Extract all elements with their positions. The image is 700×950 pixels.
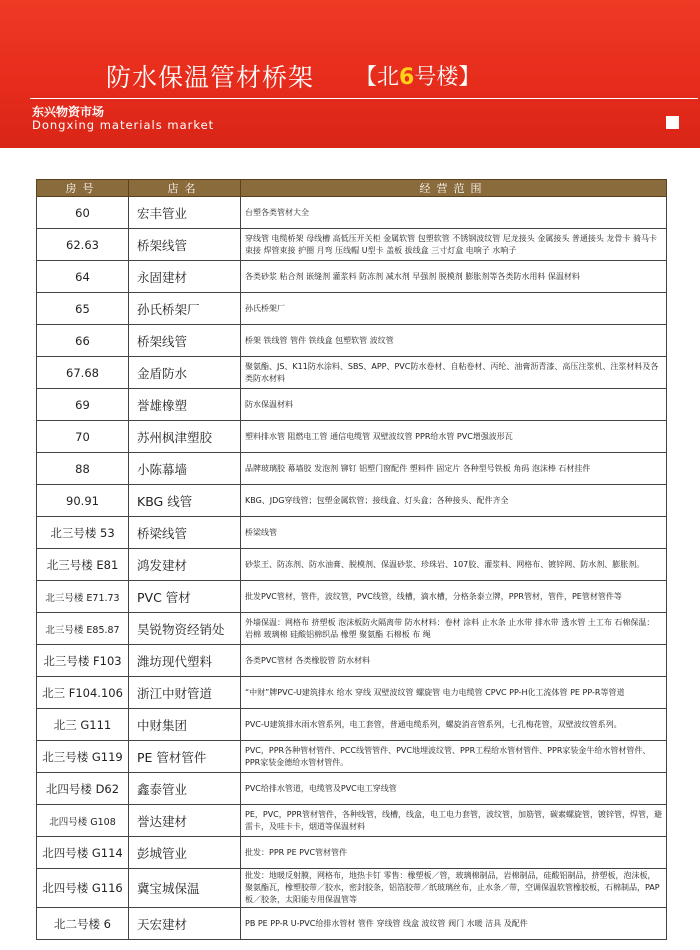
table-row — [37, 293, 667, 325]
business-scope: 塑料排水管 阻燃电工管 通信电缆管 双壁波纹管 PPR给水管 PVC增强波形瓦 — [241, 421, 667, 453]
room-number: 北三号楼 E81 — [37, 549, 129, 581]
room-number: 60 — [37, 197, 129, 229]
room-number: 北四号楼 G114 — [37, 837, 129, 869]
room-number: 北四号楼 G116 — [37, 869, 129, 908]
room-number: 70 — [37, 421, 129, 453]
shop-name: 小陈幕墙 — [129, 453, 241, 485]
table-row — [37, 357, 667, 389]
header-banner — [0, 0, 700, 148]
business-scope: PVC给排水管道，电缆管及PVC电工穿线管 — [241, 773, 667, 805]
table-row — [37, 453, 667, 485]
business-scope: PVC-U建筑排水雨水管系列，电工套管，普通电缆系列，螺旋消音管系列，七孔梅花管，双壁波纹管系列。 — [241, 709, 667, 741]
table-row — [37, 613, 667, 645]
column-room: 房号 — [37, 180, 129, 197]
table-row — [37, 517, 667, 549]
shop-name: 宏丰管业 — [129, 197, 241, 229]
shop-name: 桥梁线管 — [129, 517, 241, 549]
business-scope: 品牌玻璃胶 幕墙胶 发泡剂 铆钉 铝塑门窗配件 塑料件 固定片 各种型号铁板 角码 泡沫棒 石材挂件 — [241, 453, 667, 485]
shop-name: 昊锐物资经销处 — [129, 613, 241, 645]
table-row — [37, 805, 667, 837]
business-scope: “中财”牌PVC-U建筑排水 给水 穿线 双壁波纹管 螺旋管 电力电缆管 CPVC PP-H化工流体管 PE PP-R等管道 — [241, 677, 667, 709]
table-row — [37, 389, 667, 421]
table-row — [37, 677, 667, 709]
shop-name: 誉雄橡塑 — [129, 389, 241, 421]
decorative-square — [666, 116, 679, 129]
table-row — [37, 645, 667, 677]
table-row — [37, 325, 667, 357]
tenant-table — [36, 179, 667, 940]
market-name-en: Dongxing materials market — [32, 118, 215, 132]
business-scope: 孙氏桥架厂 — [241, 293, 667, 325]
shop-name: 浙江中财管道 — [129, 677, 241, 709]
table-row — [37, 869, 667, 908]
business-scope: PB PE PP-R U-PVC给排水管材 管件 穿线管 线盒 波纹管 阀门 水暖 洁具 及配件 — [241, 908, 667, 940]
table-row — [37, 485, 667, 517]
room-number: 北三 G111 — [37, 709, 129, 741]
shop-name: PE 管材管件 — [129, 741, 241, 773]
room-number: 北三号楼 E85.87 — [37, 613, 129, 645]
room-number: 北三号楼 E71.73 — [37, 581, 129, 613]
room-number: 69 — [37, 389, 129, 421]
room-number: 65 — [37, 293, 129, 325]
shop-name: 桥架线管 — [129, 325, 241, 357]
room-number: 88 — [37, 453, 129, 485]
building-number: 6 — [399, 65, 415, 90]
business-scope: 穿线管 电缆桥架 母线槽 高低压开关柜 金属软管 包塑软管 不锈钢波纹管 尼龙接头 金属接头 普通接头 龙骨卡 骑马卡 束接 焊管束接 护圈 月弯 压线帽 U型卡 盖板 拔线盒 三寸灯盒 电响子 水响子 — [241, 229, 667, 261]
room-number: 北三号楼 G119 — [37, 741, 129, 773]
room-number: 67.68 — [37, 357, 129, 389]
table-row — [37, 837, 667, 869]
shop-name: KBG 线管 — [129, 485, 241, 517]
market-name-cn: 东兴物资市场 — [32, 105, 105, 119]
business-scope: 桥梁线管 — [241, 517, 667, 549]
shop-name: 鸿发建材 — [129, 549, 241, 581]
shop-name: 誉达建材 — [129, 805, 241, 837]
room-number: 北三号楼 F103 — [37, 645, 129, 677]
business-scope: 批发：PPR PE PVC管材管件 — [241, 837, 667, 869]
room-number: 北三 F104.106 — [37, 677, 129, 709]
shop-name: 孙氏桥架厂 — [129, 293, 241, 325]
business-scope: 防水保温材料 — [241, 389, 667, 421]
room-number: 北二号楼 6 — [37, 908, 129, 940]
shop-name: 桥架线管 — [129, 229, 241, 261]
shop-name: 金盾防水 — [129, 357, 241, 389]
room-number: 64 — [37, 261, 129, 293]
business-scope: 各类PVC管材 各类橡胶管 防水材料 — [241, 645, 667, 677]
table-row — [37, 709, 667, 741]
business-scope: 批发PVC管材，管件，波纹管，PVC线管，线槽，滴水槽，分格条泰立牌，PPR管材，管件，PE管材管件等 — [241, 581, 667, 613]
shop-name: 鑫泰管业 — [129, 773, 241, 805]
room-number: 66 — [37, 325, 129, 357]
table-row — [37, 549, 667, 581]
shop-name: PVC 管材 — [129, 581, 241, 613]
table-row — [37, 773, 667, 805]
shop-name: 潍坊现代塑料 — [129, 645, 241, 677]
table-row — [37, 741, 667, 773]
business-scope: 外墙保温：网格布 挤塑板 泡沫板防火隔离带 防水材料：卷材 涂料 止水条 止水带 排水带 透水管 土工布 石棉保温：岩棉 玻璃棉 硅酸铝棉织品 橡塑 聚氨酯 石棉板 布 绳 — [241, 613, 667, 645]
table-row — [37, 229, 667, 261]
table-row — [37, 261, 667, 293]
business-scope: KBG、JDG穿线管；包塑金属软管；接线盒、灯头盒；各种接头、配件齐全 — [241, 485, 667, 517]
business-scope: PE，PVC，PPR管材管件，各种线管，线槽，线盒，电工电力套管，波纹管，加筋管，碳素螺旋管，镀锌管，焊管，避雷卡，及哇卡卡，烟道等保温材料 — [241, 805, 667, 837]
room-number: 北三号楼 53 — [37, 517, 129, 549]
shop-name: 彭城管业 — [129, 837, 241, 869]
business-scope: 桥架 铁线管 管件 铁线盒 包塑软管 波纹管 — [241, 325, 667, 357]
room-number: 北四号楼 G108 — [37, 805, 129, 837]
building-label: 【北6号楼】 — [355, 65, 481, 90]
shop-name: 苏州枫津塑胶 — [129, 421, 241, 453]
business-scope: PVC，PPR各种管材管件、PCC线管管件、PVC地埋波纹管、PPR工程给水管材管件、PPR家装金牛给水管材管件、PPR家装金德给水管材管件。 — [241, 741, 667, 773]
table-header-row — [37, 180, 667, 197]
shop-name: 天宏建材 — [129, 908, 241, 940]
room-number: 62.63 — [37, 229, 129, 261]
shop-name: 永固建材 — [129, 261, 241, 293]
shop-name: 中财集团 — [129, 709, 241, 741]
business-scope: 砂浆王、防冻剂、防水油膏、脱模剂、保温砂浆、珍珠岩、107胶、灌浆料、网格布、镀锌网、防水剂、膨胀剂。 — [241, 549, 667, 581]
column-shop: 店名 — [129, 180, 241, 197]
room-number: 北四号楼 D62 — [37, 773, 129, 805]
table-row — [37, 581, 667, 613]
table-row — [37, 421, 667, 453]
table-row — [37, 197, 667, 229]
business-scope: 批发：地暖反射膜，网格布，地热卡钉 零售：橡塑板／管，玻璃棉制品，岩棉制品，硅酸铝制品，挤塑板，泡沫板，聚氨酯瓦，橡塑胶带／胶水，密封胶条，铝箔胶带／纸玻璃丝布，止水条／带，空调保温软管橡胶板，石棉制品，PAP板／胶条，太阳能专用保温管等 — [241, 869, 667, 908]
shop-name: 冀宝城保温 — [129, 869, 241, 908]
table-row — [37, 908, 667, 940]
room-number: 90.91 — [37, 485, 129, 517]
business-scope: 聚氨酯、JS、K11防水涂料、SBS、APP、PVC防水卷材、自粘卷材、丙纶、油膏沥青漆、高压注浆机、注浆材料及各类防水材料 — [241, 357, 667, 389]
business-scope: 台塑各类管材大全 — [241, 197, 667, 229]
business-scope: 各类砂浆 粘合剂 嵌缝剂 灌浆料 防冻剂 减水剂 早强剂 脱模剂 膨胀剂等各类防水用料 保温材料 — [241, 261, 667, 293]
header-divider — [30, 98, 698, 99]
column-business: 经营范围 — [241, 180, 667, 197]
page-title: 防水保温管材桥架 — [106, 63, 315, 92]
